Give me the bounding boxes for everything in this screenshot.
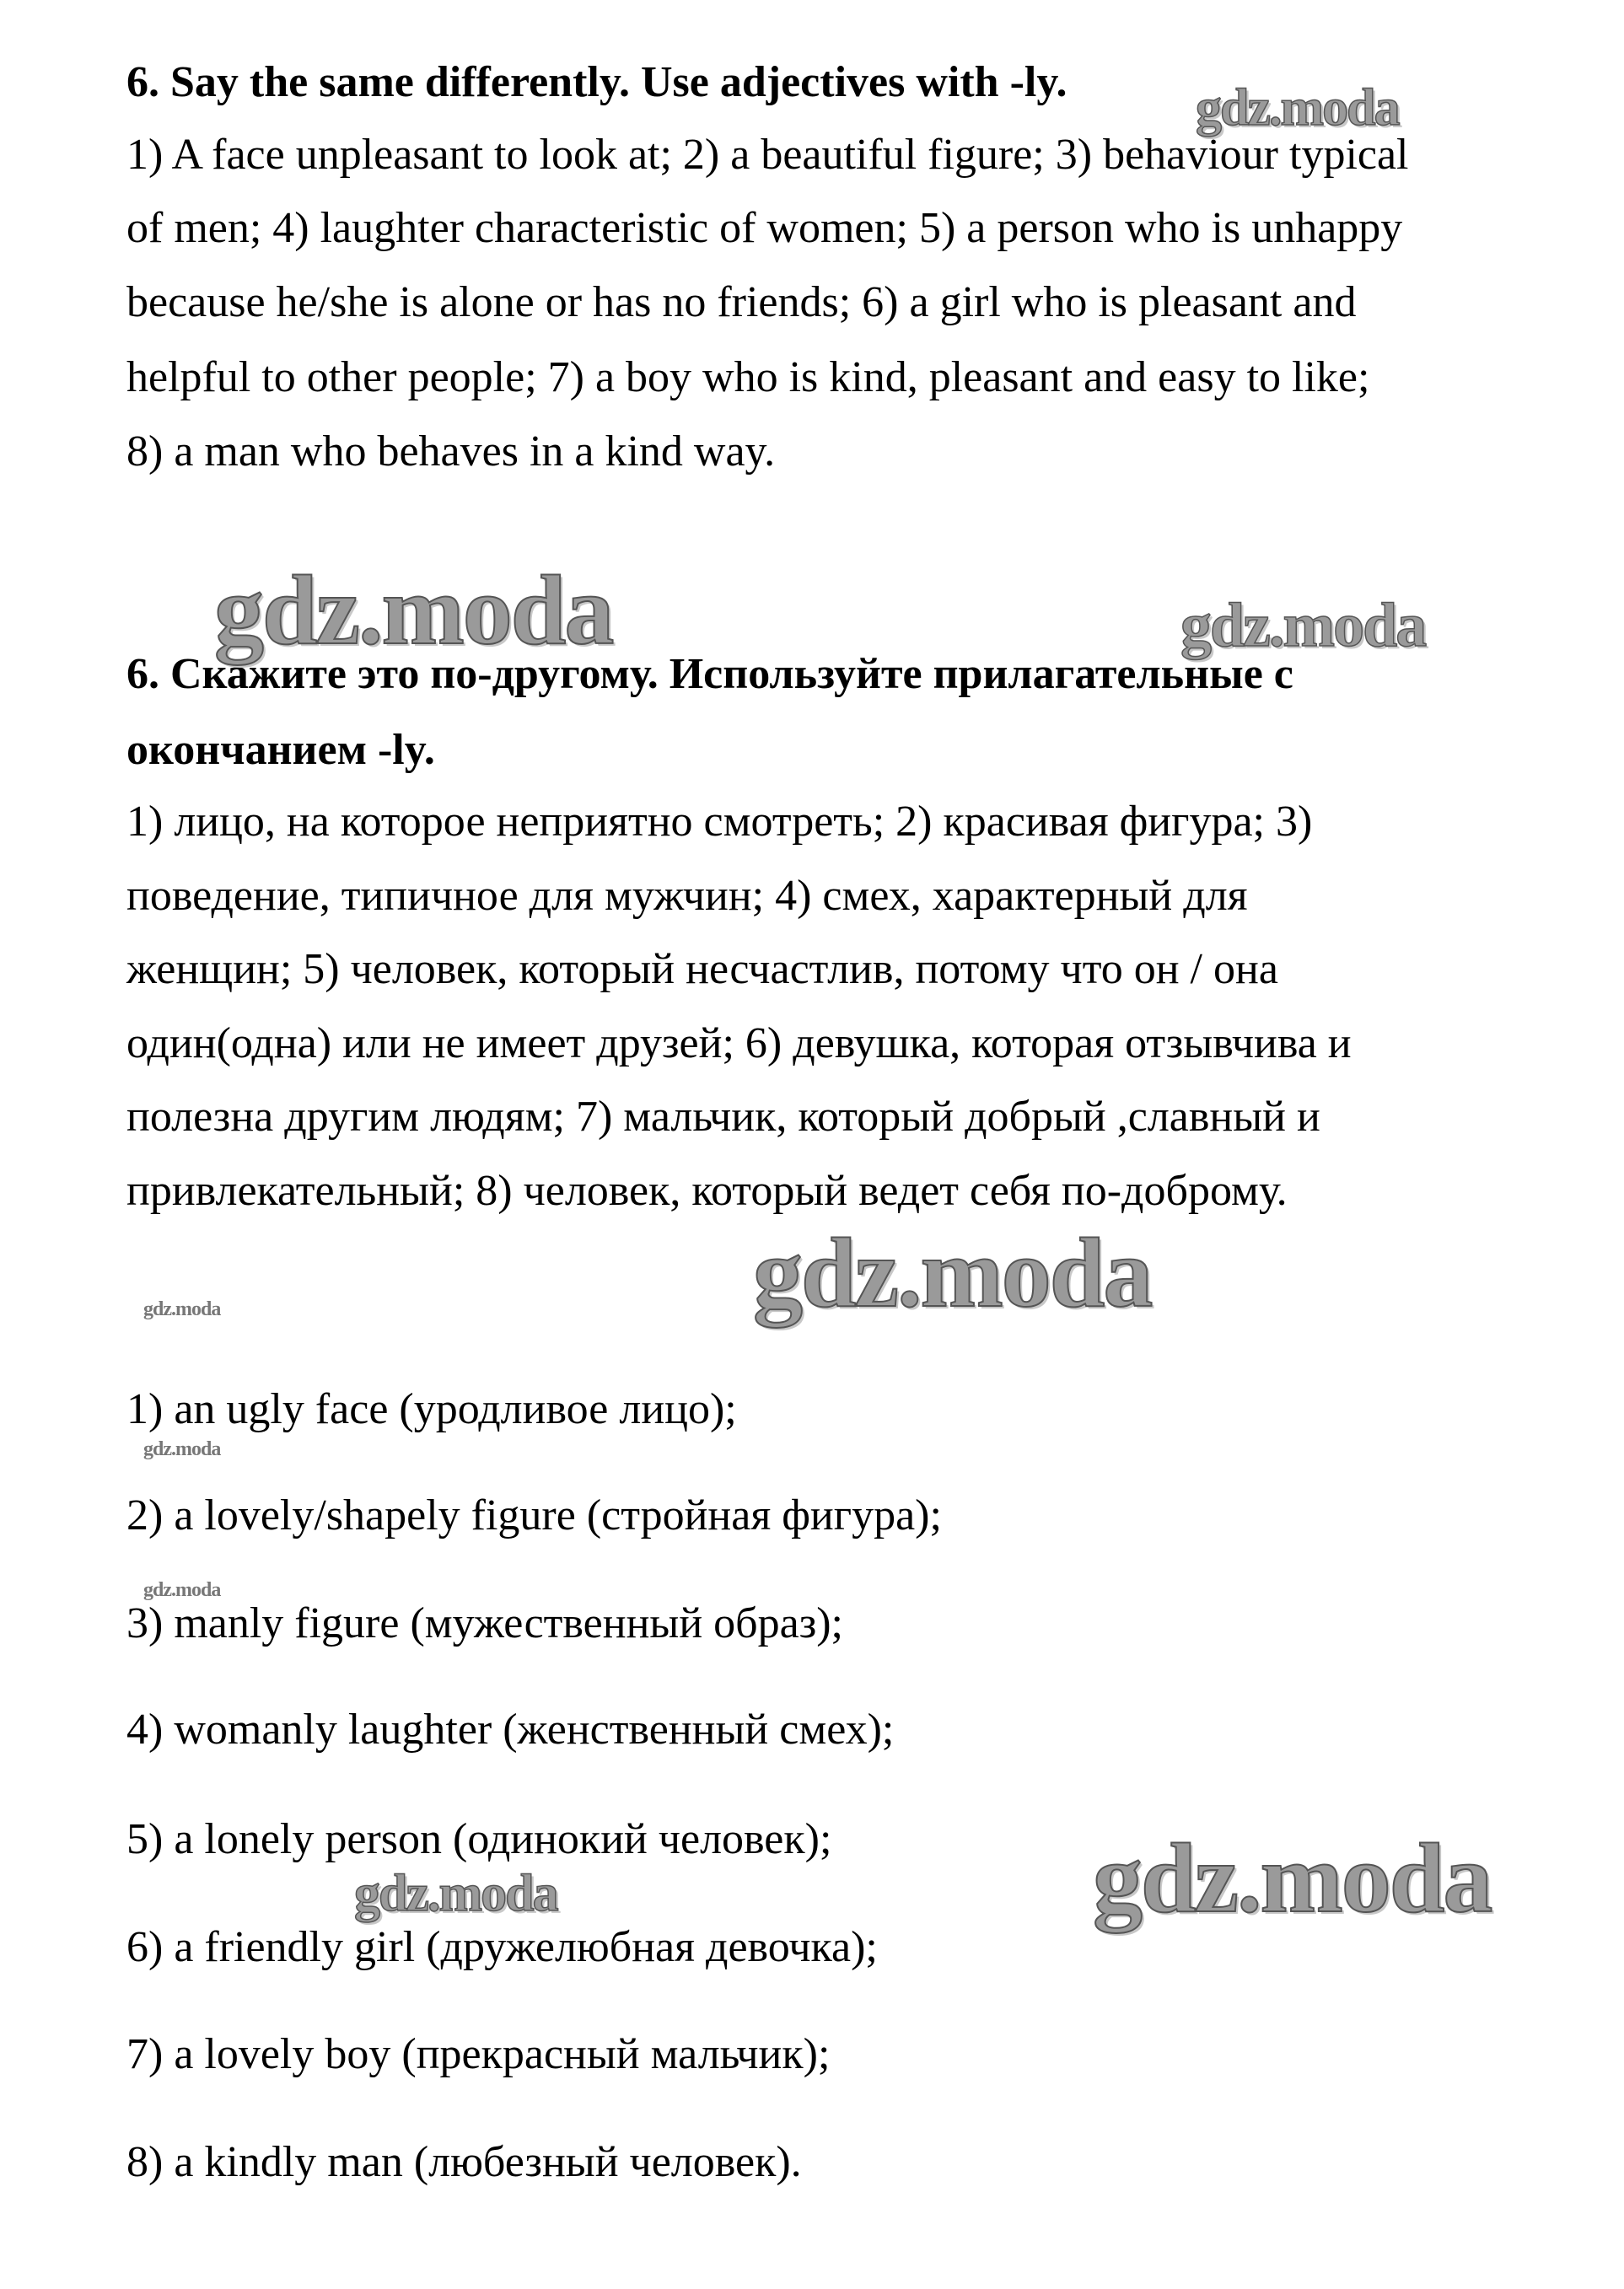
task-text-line-ru: полезна другим людям; 7) мальчик, который добрый ,славный и: [126, 1093, 1320, 1141]
task-heading-en: 6. Say the same differently. Use adjectives with -ly.: [126, 58, 1067, 106]
answer-item: 4) womanly laughter (женственный смех);: [126, 1706, 895, 1754]
answer-item: 3) manly figure (мужественный образ);: [126, 1599, 844, 1647]
watermark: gdz.moda: [753, 1217, 1152, 1328]
watermark: gdz.moda: [214, 555, 613, 665]
task-heading-ru: окончанием -ly.: [126, 726, 435, 774]
watermark: gdz.moda: [143, 1579, 221, 1601]
watermark: gdz.moda: [354, 1865, 557, 1922]
answer-item: 1) an ugly face (уродливое лицо);: [126, 1385, 737, 1433]
task-text-line: 1) A face unpleasant to look at; 2) a beautiful figure; 3) behaviour typical: [126, 131, 1409, 179]
answer-item: 8) a kindly man (любезный человек).: [126, 2138, 802, 2186]
task-text-line: of men; 4) laughter characteristic of women; 5) a person who is unhappy: [126, 204, 1403, 252]
task-text-line: 8) a man who behaves in a kind way.: [126, 427, 776, 476]
task-text-line-ru: один(одна) или не имеет друзей; 6) девушка, которая отзывчива и: [126, 1019, 1352, 1067]
task-text-line-ru: 1) лицо, на которое неприятно смотреть; 2) красивая фигура; 3): [126, 798, 1313, 846]
watermark: gdz.moda: [143, 1298, 221, 1320]
answer-item: 5) a lonely person (одинокий человек);: [126, 1815, 832, 1863]
watermark: gdz.moda: [1180, 591, 1426, 660]
task-text-line: because he/she is alone or has no friends; 6) a girl who is pleasant and: [126, 278, 1357, 326]
answer-item: 7) a lovely boy (прекрасный мальчик);: [126, 2030, 831, 2078]
task-text-line-ru: привлекательный; 8) человек, который ведет себя по-доброму.: [126, 1167, 1288, 1215]
answer-item: 6) a friendly girl (дружелюбная девочка);: [126, 1923, 878, 1971]
watermark: gdz.moda: [1196, 79, 1399, 137]
watermark: gdz.moda: [143, 1438, 221, 1460]
watermark: gdz.moda: [1093, 1823, 1492, 1933]
task-text-line: helpful to other people; 7) a boy who is kind, pleasant and easy to like;: [126, 353, 1370, 401]
answer-item: 2) a lovely/shapely figure (стройная фигура);: [126, 1491, 942, 1539]
task-heading-ru: 6. Скажите это по-другому. Используйте прилагательные с: [126, 650, 1293, 698]
task-text-line-ru: поведение, типичное для мужчин; 4) смех, характерный для: [126, 872, 1248, 920]
task-text-line-ru: женщин; 5) человек, который несчастлив, потому что он / она: [126, 945, 1278, 993]
